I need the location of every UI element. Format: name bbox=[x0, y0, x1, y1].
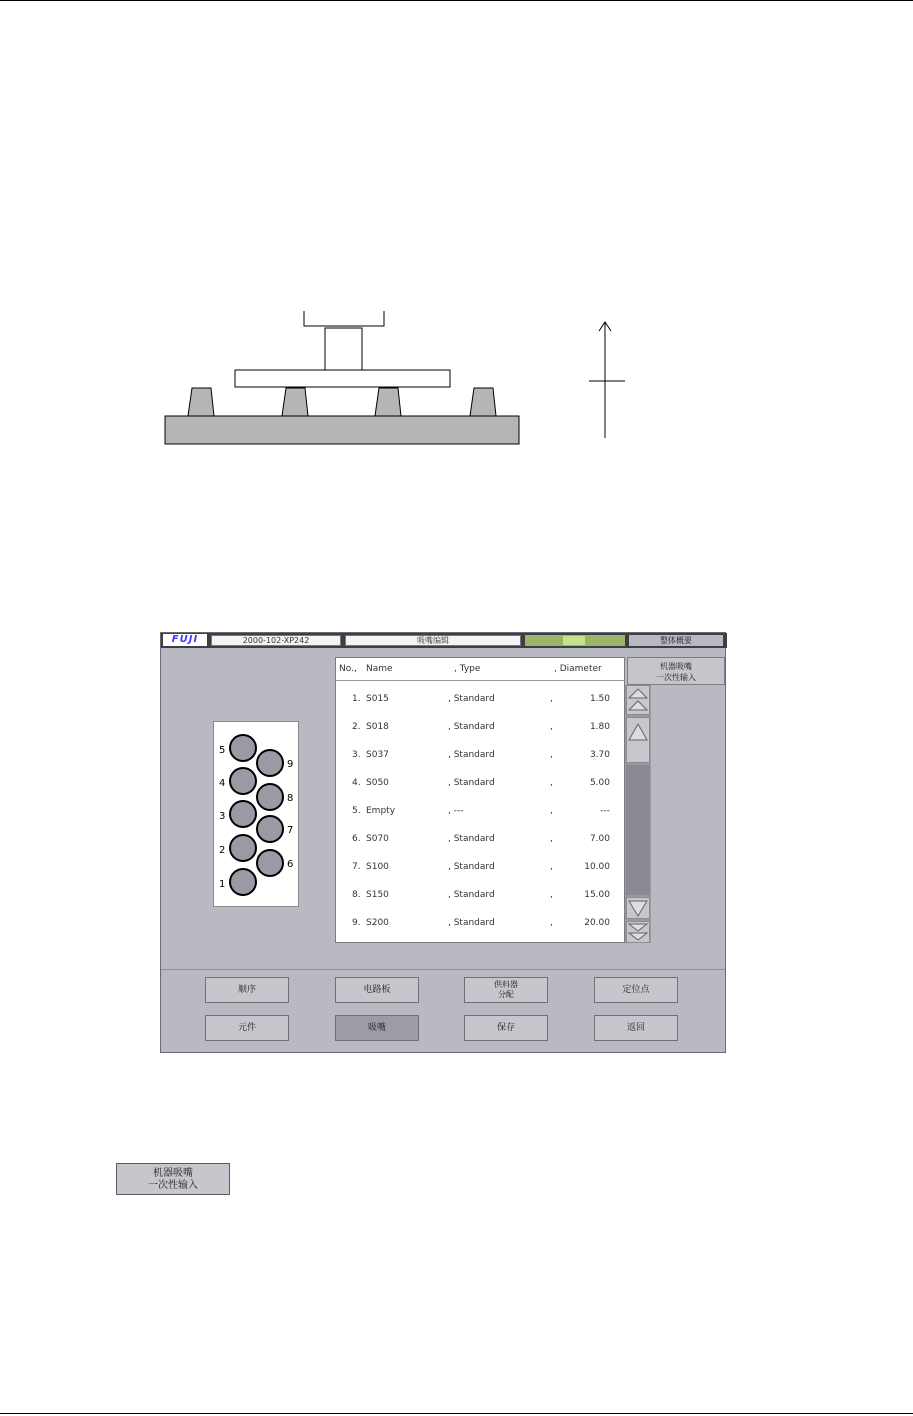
cell-type: , Standard bbox=[448, 778, 495, 788]
cell-no: 8. bbox=[352, 890, 361, 900]
nozzle-shaft bbox=[325, 328, 362, 370]
nozzle-slot-3 bbox=[230, 801, 256, 827]
list-header bbox=[336, 658, 624, 681]
cell-name: S050 bbox=[366, 778, 389, 788]
fuji-logo: FUJI bbox=[163, 634, 207, 646]
nozzle-slot-8 bbox=[257, 784, 283, 810]
cell-sep: , bbox=[550, 722, 553, 732]
cell-diameter: 7.00 bbox=[589, 834, 610, 844]
list-item[interactable] bbox=[336, 742, 624, 770]
bottom-button-label bbox=[368, 1023, 386, 1033]
bottom-button-4[interactable] bbox=[594, 977, 678, 1003]
cell-sep: , bbox=[550, 862, 553, 872]
nozzle-holder bbox=[304, 311, 384, 326]
bottom-button-label-line: 顺序 bbox=[237, 985, 256, 995]
cell-sep: , bbox=[550, 890, 553, 900]
screen-title-field: 吸嘴编辑 bbox=[345, 635, 521, 646]
nozzle-station-panel bbox=[213, 721, 299, 907]
bottom-button-2[interactable] bbox=[335, 977, 419, 1003]
scroll-top-button[interactable] bbox=[626, 685, 650, 715]
bottom-button-label-line: 供料器 bbox=[494, 980, 518, 989]
cell-type: , Standard bbox=[448, 890, 495, 900]
cell-no: 2. bbox=[352, 722, 361, 732]
bottom-button-label-line: 分配 bbox=[498, 990, 514, 999]
double-down-arrow-icon bbox=[627, 922, 649, 942]
nozzle-slot-1 bbox=[230, 869, 256, 895]
slot-label-5: 5 bbox=[219, 745, 226, 756]
cell-type: , Standard bbox=[448, 862, 495, 872]
component-body bbox=[235, 370, 450, 387]
nozzle-slot-2 bbox=[230, 835, 256, 861]
cell-name: S200 bbox=[366, 918, 389, 928]
big-btn-line1: 机器吸嘴 bbox=[153, 1168, 193, 1179]
bottom-button-label-line: 吸嘴 bbox=[367, 1023, 386, 1033]
bottom-button-label-line: 保存 bbox=[496, 1023, 515, 1033]
bottom-button-label-line: 返回 bbox=[626, 1023, 645, 1033]
list-item[interactable] bbox=[336, 854, 624, 882]
title-bar bbox=[161, 633, 727, 648]
nozzle-slot-9 bbox=[257, 750, 283, 776]
cell-name: S150 bbox=[366, 890, 389, 900]
bottom-button-3[interactable] bbox=[464, 977, 548, 1003]
cell-name: S100 bbox=[366, 862, 389, 872]
cell-type: , Standard bbox=[448, 834, 495, 844]
height-arrow bbox=[589, 322, 625, 438]
slot-label-8: 8 bbox=[287, 793, 294, 804]
cell-diameter: 5.00 bbox=[589, 778, 610, 788]
bottom-button-label bbox=[363, 985, 390, 995]
header-type: , Type bbox=[454, 664, 481, 674]
cell-sep: , bbox=[550, 918, 553, 928]
double-up-arrow-icon bbox=[627, 686, 649, 714]
cell-diameter: 1.50 bbox=[589, 694, 610, 704]
bottom-button-label bbox=[238, 985, 256, 995]
slot-label-3: 3 bbox=[219, 811, 226, 822]
nozzle-edit-screen bbox=[160, 632, 726, 1053]
cell-sep: , bbox=[550, 778, 553, 788]
nozzle-height-diagram bbox=[0, 0, 913, 460]
slot-label-7: 7 bbox=[287, 825, 294, 836]
slot-label-9: 9 bbox=[287, 759, 294, 770]
scroll-down-button[interactable] bbox=[626, 897, 650, 919]
slot-label-6: 6 bbox=[287, 859, 294, 870]
nozzle-slot-6 bbox=[257, 850, 283, 876]
cell-diameter: 10.00 bbox=[584, 862, 610, 872]
cell-diameter: --- bbox=[600, 806, 610, 816]
bottom-button-1[interactable] bbox=[205, 977, 289, 1003]
bottom-button-label bbox=[494, 980, 518, 1000]
bottom-button-5[interactable] bbox=[205, 1015, 289, 1041]
cell-type: , Standard bbox=[448, 750, 495, 760]
big-btn-line2: 一次性输入 bbox=[148, 1180, 198, 1191]
bottom-button-label bbox=[238, 1023, 256, 1033]
cell-name: S018 bbox=[366, 722, 389, 732]
down-arrow-icon bbox=[627, 898, 649, 918]
cell-name: Empty bbox=[366, 806, 396, 816]
slot-label-1: 1 bbox=[219, 879, 226, 890]
list-item[interactable] bbox=[336, 798, 624, 826]
cell-no: 4. bbox=[352, 778, 361, 788]
bottom-button-label bbox=[497, 1023, 515, 1033]
cell-type: , --- bbox=[448, 806, 464, 816]
cell-no: 5. bbox=[352, 806, 361, 816]
bottom-rule bbox=[0, 1413, 913, 1414]
cell-diameter: 3.70 bbox=[589, 750, 610, 760]
list-item[interactable] bbox=[336, 686, 624, 714]
list-scrollbar[interactable] bbox=[625, 685, 651, 943]
cell-sep: , bbox=[550, 694, 553, 704]
header-name: Name bbox=[366, 664, 393, 674]
cell-name: S070 bbox=[366, 834, 389, 844]
bottom-button-label bbox=[622, 985, 649, 995]
cell-diameter: 20.00 bbox=[584, 918, 610, 928]
nozzle-slot-7 bbox=[257, 816, 283, 842]
list-item[interactable] bbox=[336, 910, 624, 938]
slot-label-2: 2 bbox=[219, 845, 226, 856]
cell-sep: , bbox=[550, 806, 553, 816]
nozzle-slot-4 bbox=[230, 768, 256, 794]
cell-type: , Standard bbox=[448, 722, 495, 732]
cell-name: S015 bbox=[366, 694, 389, 704]
nozzle-slot-5 bbox=[230, 735, 256, 761]
cell-no: 1. bbox=[352, 694, 361, 704]
bottom-button-label-line: 元件 bbox=[237, 1023, 256, 1033]
bottom-button-label-line: 定位点 bbox=[622, 985, 650, 995]
machine-nozzle-batch-input-button-large[interactable] bbox=[116, 1163, 230, 1195]
slot-label-4: 4 bbox=[219, 778, 226, 789]
bottom-button-label bbox=[627, 1023, 645, 1033]
list-item[interactable] bbox=[336, 770, 624, 798]
cell-no: 9. bbox=[352, 918, 361, 928]
header-diameter: , Diameter bbox=[554, 664, 602, 674]
cell-sep: , bbox=[550, 750, 553, 760]
bottom-button-6[interactable] bbox=[335, 1015, 419, 1041]
cell-type: , Standard bbox=[448, 694, 495, 704]
circuit-board bbox=[165, 416, 519, 444]
up-arrow-icon bbox=[627, 718, 649, 762]
scroll-bottom-button[interactable] bbox=[626, 921, 650, 943]
cell-sep: , bbox=[550, 834, 553, 844]
cell-name: S037 bbox=[366, 750, 389, 760]
bottom-button-7[interactable] bbox=[464, 1015, 548, 1041]
overview-label[interactable]: 整体概要 bbox=[629, 635, 723, 646]
list-item[interactable] bbox=[336, 882, 624, 910]
status-lamp bbox=[563, 636, 585, 645]
nozzle-list[interactable] bbox=[335, 657, 625, 943]
side-btn-line1: 机器吸嘴 bbox=[660, 662, 692, 671]
cell-no: 6. bbox=[352, 834, 361, 844]
list-item[interactable] bbox=[336, 826, 624, 854]
board-pads bbox=[188, 388, 496, 416]
job-name-field: 2000-102-XP242 bbox=[211, 635, 341, 646]
cell-diameter: 1.80 bbox=[589, 722, 610, 732]
cell-no: 3. bbox=[352, 750, 361, 760]
header-no: No., bbox=[339, 664, 357, 674]
list-item[interactable] bbox=[336, 714, 624, 742]
status-indicator bbox=[525, 635, 625, 646]
scroll-up-button[interactable] bbox=[626, 717, 650, 763]
cell-type: , Standard bbox=[448, 918, 495, 928]
cell-diameter: 15.00 bbox=[584, 890, 610, 900]
bottom-button-8[interactable] bbox=[594, 1015, 678, 1041]
machine-nozzle-batch-input-button[interactable] bbox=[627, 657, 725, 685]
bottom-button-label-line: 电路板 bbox=[363, 985, 391, 995]
button-area-divider bbox=[161, 969, 725, 970]
scroll-track[interactable] bbox=[626, 765, 650, 895]
nozzle-station-diagram bbox=[214, 722, 298, 906]
cell-no: 7. bbox=[352, 862, 361, 872]
side-btn-line2: 一次性输入 bbox=[656, 673, 696, 682]
